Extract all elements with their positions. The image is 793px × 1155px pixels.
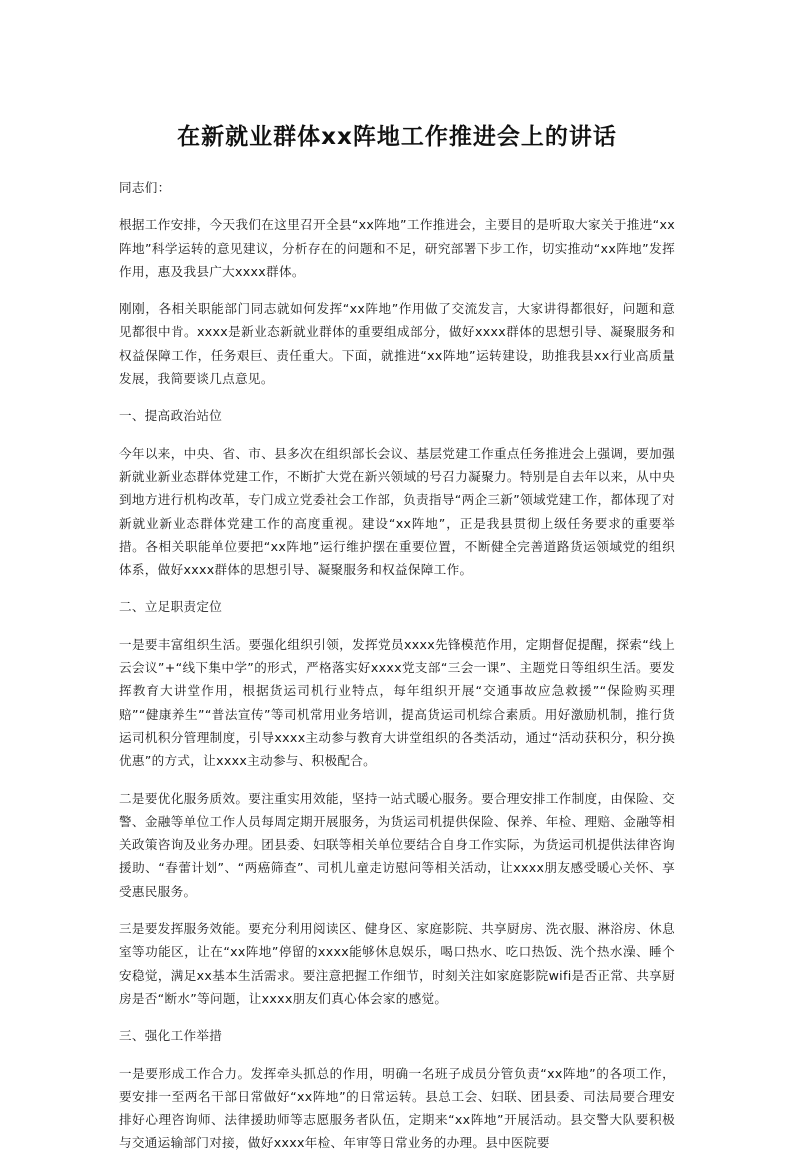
document-title: 在新就业群体xx阵地工作推进会上的讲话 <box>177 124 617 150</box>
paragraph: 三是要发挥服务效能。要充分利用阅读区、健身区、家庭影院、共享厨房、洗衣服、淋浴房、休息室等功能区，让在“xx阵地”停留的xxxx能够休息娱乐，喝口热水、吃口热饭、洗个热水澡、睡个安稳觉，满足xx基本生活需求。要注意把握工作细节，时刻关注如家庭影院wifi是否正常、共享厨房是否“断水”等问题，让xxxx朋友们真心体会家的感觉。 <box>119 921 675 1006</box>
salutation: 同志们： <box>119 180 171 195</box>
section-heading: 二、立足职责定位 <box>119 599 223 615</box>
paragraph: 今年以来，中央、省、市、县多次在组织部长会议、基层党建工作重点任务推进会上强调，要加强新就业新业态群体党建工作，不断扩大党在新兴领域的号召力凝聚力。特别是自去年以来，从中央到地方进行机构改革，专门成立党委社会工作部，负责指导“两企三新”领域党建工作，都体现了对新就业新业态群体党建工作的高度重视。建设“xx阵地”，正是我县贯彻上级任务要求的重要举措。各相关职能单位要把“xx阵地”运行维护摆在重要位置，不断健全完善道路货运领域党的组织体系，做好xxxx群体的思想引导、凝聚服务和权益保障工作。 <box>119 445 675 578</box>
section-heading: 一、提高政治站位 <box>119 408 223 424</box>
section-heading: 三、强化工作举措 <box>119 1028 223 1044</box>
paragraph: 刚刚，各相关职能部门同志就如何发挥“xx阵地”作用做了交流发言，大家讲得都很好，问题和意见都很中肯。xxxx是新业态新就业群体的重要组成部分，做好xxxx群体的思想引导、凝聚服务和权益保障工作，任务艰巨、责任重大。下面，就推进“xx阵地”运转建设，助推我县xx行业高质量发展，我简要谈几点意见。 <box>119 301 675 387</box>
paragraph: 二是要优化服务质效。要注重实用效能，坚持一站式暖心服务。要合理安排工作制度，由保险、交警、金融等单位工作人员每周定期开展服务，为货运司机提供保险、保养、年检、理赔、金融等相关政策咨询及业务办理。团县委、妇联等相关单位要结合自身工作实际，为货运司机提供法律咨询援助、“春蕾计划”、“两癌筛查”、司机儿童走访慰问等相关活动，让xxxx朋友感受暖心关怀、享受惠民服务。 <box>119 790 675 899</box>
paragraph: 一是要形成工作合力。发挥牵头抓总的作用，明确一名班子成员分管负责“xx阵地”的各项工作，要安排一至两名干部日常做好“xx阵地”的日常运转。县总工会、妇联、团县委、司法局要合理安排好心理咨询师、法律援助师等志愿服务者队伍，定期来“xx阵地”开展活动。县交警大队要积极与交通运输部门对接，做好xxxx年检、年审等日常业务的办理。县中医院要 <box>119 1065 675 1151</box>
paragraph: 一是要丰富组织生活。要强化组织引领，发挥党员xxxx先锋模范作用，定期督促提醒，探索“线上云会议”+“线下集中学”的形式，严格落实好xxxx党支部“三会一课”、主题党日等组织生活。要发挥教育大讲堂作用，根据货运司机行业特点，每年组织开展“交通事故应急救援”“保险购买理赔”“健康养生”“普法宣传”等司机常用业务培训，提高货运司机综合素质。用好激励机制，推行货运司机积分管理制度，引导xxxx主动参与教育大讲堂组织的各类活动，通过“活动获积分，积分换优惠”的方式，让xxxx主动参与、积极配合。 <box>119 636 675 769</box>
paragraph: 根据工作安排，今天我们在这里召开全县“xx阵地”工作推进会，主要目的是听取大家关于推进“xx阵地”科学运转的意见建议，分析存在的问题和不足，研究部署下步工作，切实推动“xx阵地”发挥作用，惠及我县广大xxxx群体。 <box>119 217 675 279</box>
